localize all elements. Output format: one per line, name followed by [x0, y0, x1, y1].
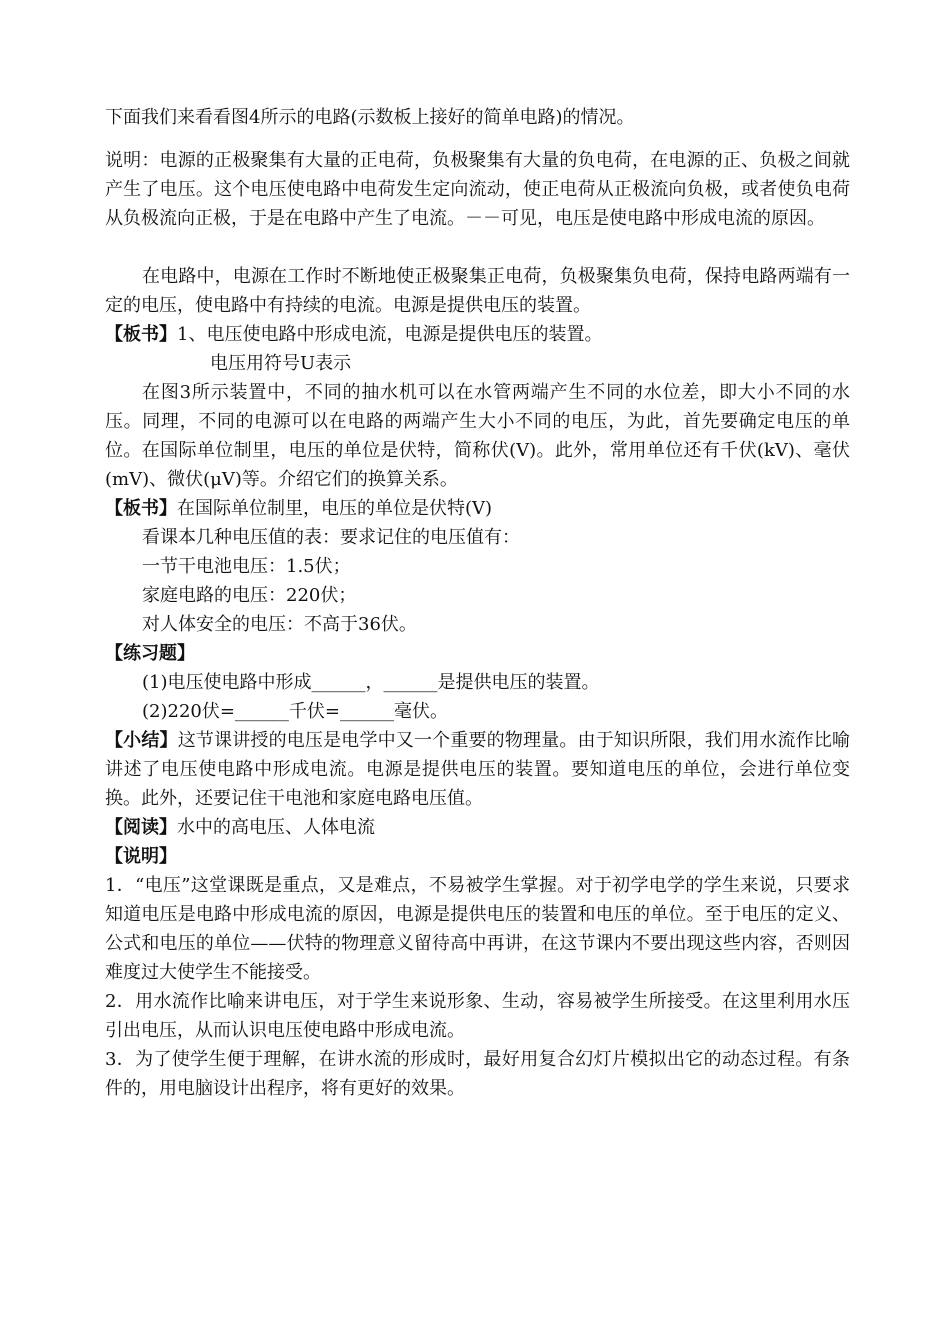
reading-line — [105, 813, 850, 842]
note-item-3: 3．为了使学生便于理解，在讲水流的形成时，最好用复合幻灯片模拟出它的动态过程。有条件的，用电脑设计出程序，将有更好的效果。 — [105, 1049, 850, 1099]
battery-voltage-line: 一节干电池电压：1.5伏； — [142, 556, 351, 577]
exercise-heading: 【练习题】 — [105, 643, 195, 664]
power-source-paragraph: 在电路中，电源在工作时不断地使正极聚集正电荷，负极聚集负电荷，保持电路两端有一定的电压，使电路中有持续的电流。电源是提供电压的装置。 — [105, 266, 850, 316]
board-note-tag: 【板书】 — [105, 324, 177, 345]
note-item-1: 1．“电压”这堂课既是重点，又是难点，不易被学生掌握。对于初学电学的学生来说，只要求知道电压是电路中形成电流的原因，电源是提供电压的装置和电压的单位。至于电压的定义、公式和电压的单位——伏特的物理意义留待高中再讲，在这节课内不要出现这些内容，否则因难度过大使学生不能接受。 — [105, 875, 850, 983]
voltage-unit-paragraph: 在图3所示装置中，不同的抽水机可以在水管两端产生不同的水位差，即大小不同的水压。同理，不同的电源可以在电路的两端产生大小不同的电压，为此，首先要确定电压的单位。在国际单位制里，电压的单位是伏特，简称伏(V)。此外，常用单位还有千伏(kV)、毫伏(mV)、微伏(μV)等。介绍它们的换算关系。 — [105, 382, 850, 490]
intro-line: 下面我们来看看图4所示的电路(示数板上接好的简单电路)的情况。 — [105, 107, 635, 128]
household-voltage-line: 家庭电路的电压：220伏； — [142, 585, 357, 606]
board-note-1 — [105, 320, 850, 349]
note-item-2: 2．用水流作比喻来讲电压，对于学生来说形象、生动，容易被学生所接受。在这里利用水压引出电压，从而认识电压使电路中形成电流。 — [105, 991, 850, 1041]
summary-paragraph — [105, 726, 850, 813]
exercise-item-2: (2)220伏=______千伏=______毫伏。 — [142, 701, 449, 722]
board-note-text: 在国际单位制里，电压的单位是伏特(V) — [177, 498, 493, 519]
board-note-tag: 【板书】 — [105, 498, 177, 519]
safe-voltage-line: 对人体安全的电压：不高于36伏。 — [142, 614, 417, 635]
reading-text: 水中的高电压、人体电流 — [177, 817, 375, 838]
reading-tag: 【阅读】 — [105, 817, 177, 838]
notes-heading: 【说明】 — [105, 846, 177, 867]
summary-tag: 【小结】 — [105, 730, 178, 751]
explanation-paragraph: 说明：电源的正极聚集有大量的正电荷，负极聚集有大量的负电荷，在电源的正、负极之间就产生了电压。这个电压使电路中电荷发生定向流动，使正电荷从正极流向负极，或者使负电荷从负极流向正极，于是在电路中产生了电流。－－可见，电压是使电路中形成电流的原因。 — [105, 150, 850, 229]
voltage-symbol-line: 电压用符号U表示 — [210, 353, 352, 374]
board-note-text: 1、电压使电路中形成电流，电源是提供电压的装置。 — [177, 324, 603, 345]
board-note-2 — [105, 494, 850, 523]
summary-text: 这节课讲授的电压是电学中又一个重要的物理量。由于知识所限，我们用水流作比喻讲述了电压使电路中形成电流。电源是提供电压的装置。要知道电压的单位，会进行单位变换。此外，还要记住干电池和家庭电路电压值。 — [105, 730, 850, 809]
voltage-table-line: 看课本几种电压值的表：要求记住的电压值有： — [142, 527, 520, 548]
exercise-item-1: (1)电压使电路中形成______，______是提供电压的装置。 — [142, 672, 600, 693]
